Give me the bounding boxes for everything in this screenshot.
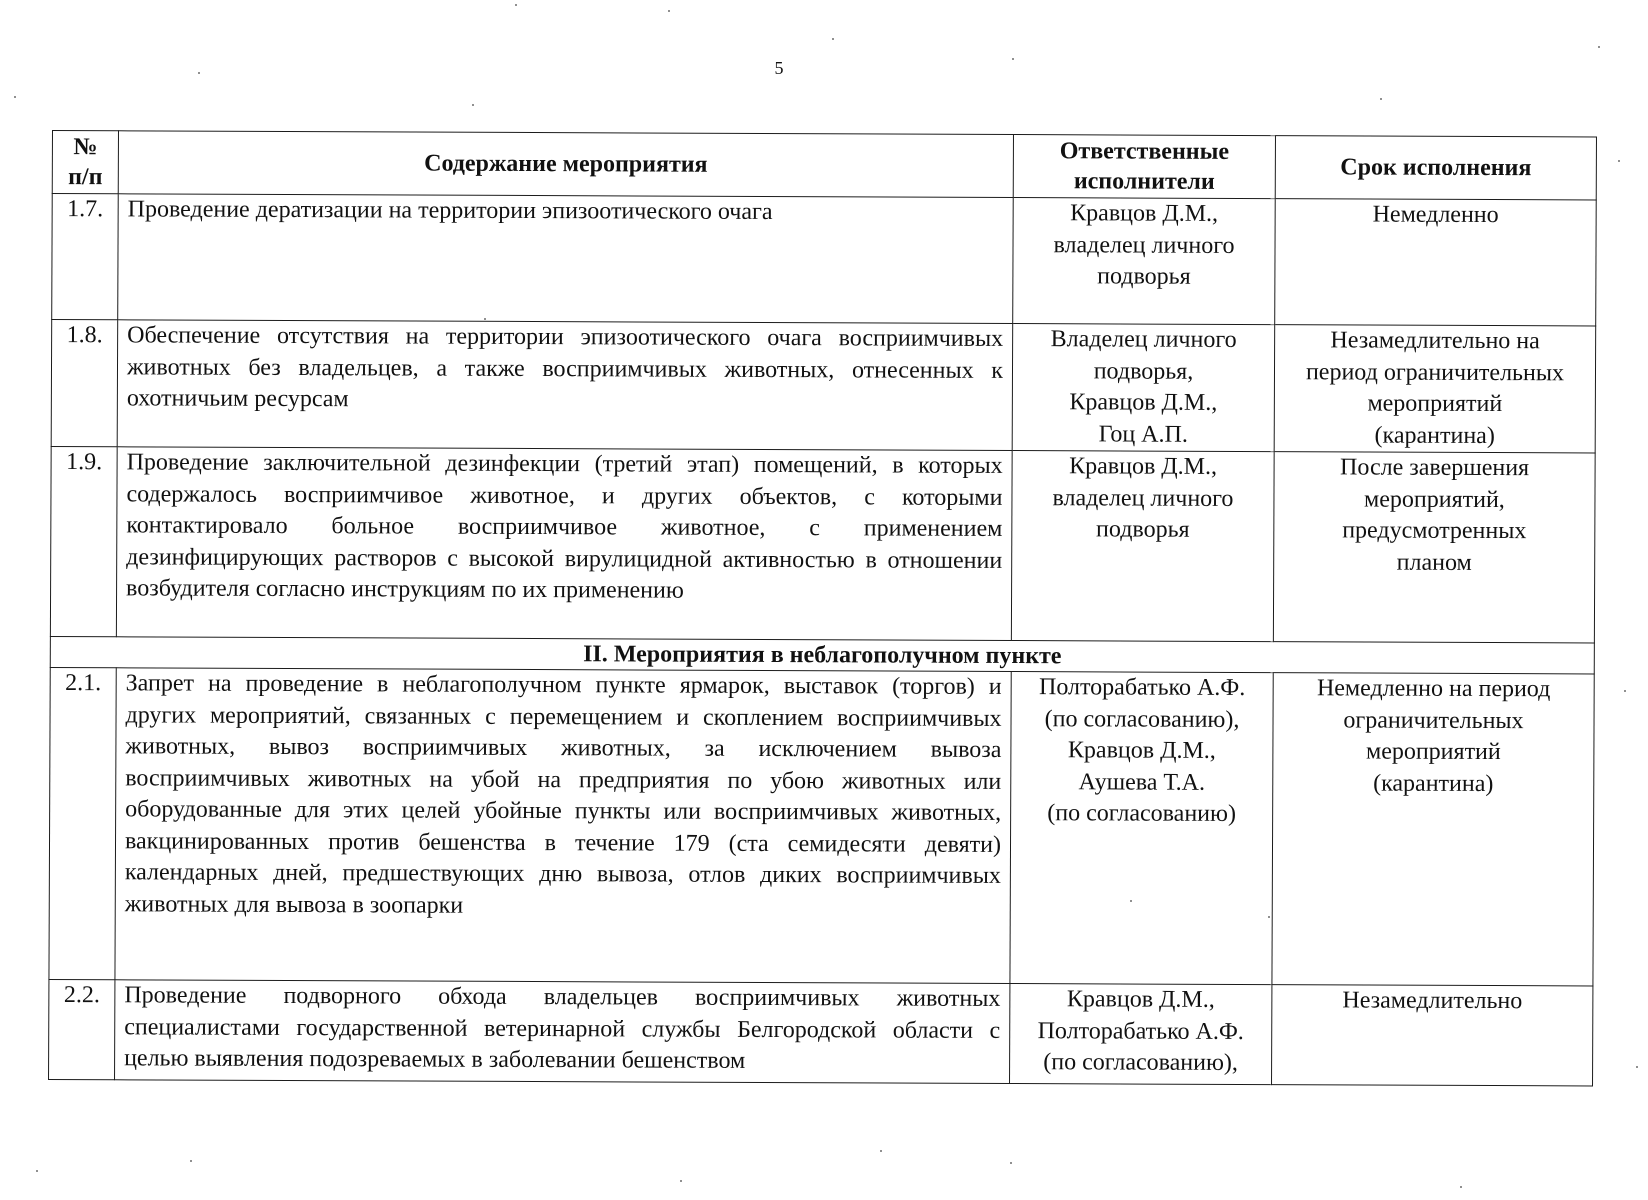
row-responsible: Кравцов Д.М., владелец личного подворья <box>1013 198 1276 325</box>
row-number: 2.2. <box>49 979 115 1079</box>
row-number: 2.1. <box>49 667 116 979</box>
row-content: Проведение подворного обхода владельцев восприимчивых животных специалистами государственной ветеринарной службы Белгородской области с целью выявления подозреваемых в заболевании бешенством <box>115 980 1010 1084</box>
row-responsible: Полторабатько А.Ф. (по согласованию), Кравцов Д.М., Аушева Т.А. (по согласованию) <box>1010 672 1273 985</box>
row-term: Немедленно <box>1275 199 1597 326</box>
table-row <box>49 667 1594 985</box>
row-responsible: Кравцов Д.М., Полторабатько А.Ф. (по согласованию), <box>1010 984 1272 1085</box>
header-responsible: Ответственные исполнители <box>1013 135 1275 199</box>
row-responsible: Кравцов Д.М., владелец личного подворья <box>1011 451 1274 642</box>
header-content: Содержание мероприятия <box>118 131 1013 198</box>
measures-table <box>48 130 1597 1086</box>
row-content: Обеспечение отсутствия на территории эпизоотического очага восприимчивых животных без владельцев, а также восприимчивых животных, отнесенных к охотничьим ресурсам <box>117 320 1013 451</box>
page-number: 5 <box>774 58 784 78</box>
row-number: 1.7. <box>52 194 119 320</box>
row-number: 1.8. <box>51 320 118 447</box>
row-term: После завершения мероприятий, предусмотренных планом <box>1273 452 1595 643</box>
table-header-row <box>52 131 1596 200</box>
table-row <box>50 446 1595 642</box>
header-term: Срок исполнения <box>1275 136 1596 200</box>
table-row <box>51 320 1596 453</box>
table-row <box>52 194 1597 326</box>
row-content: Проведение дератизации на территории эпизоотического очага <box>118 194 1014 324</box>
row-content: Запрет на проведение в неблагополучном пункте ярмарок, выставок (торгов) и других мероприятий, связанных с перемещением и скоплением восприимчивых животных, вывоз восприимчивых животных, за исключением вывоза восприимчивых животных на убой на предприятия по убою животных или оборудованные для этих целей убойные пункты или восприимчивых животных, вакцинированных против бешенства в течение 179 (ста семидесяти девяти) календарных дней, предшествующих дню вывоза, отлов диких восприимчивых животных для вывоза в зоопарки <box>115 668 1011 984</box>
row-content: Проведение заключительной дезинфекции (третий этап) помещений, в которых содержалось восприимчивое животное, и других объектов, с которыми контактировало больное восприимчивое животное, с применением дезинфицирующих растворов с высокой вирулицидной активностью в отношении возбудителя согласно инструкциям по их применению <box>116 447 1012 641</box>
row-number: 1.9. <box>50 446 117 636</box>
row-term: Незамедлительно на период ограничительных мероприятий (карантина) <box>1274 325 1596 453</box>
row-term: Незамедлительно <box>1272 985 1593 1086</box>
table-row <box>49 979 1593 1085</box>
row-responsible: Владелец личного подворья, Кравцов Д.М., Гоц А.П. <box>1012 324 1275 452</box>
header-number: № п/п <box>52 131 118 194</box>
section-title: II. Мероприятия в неблагополучном пункте <box>50 636 1594 673</box>
row-term: Немедленно на период ограничительных мероприятий (карантина) <box>1272 673 1594 986</box>
